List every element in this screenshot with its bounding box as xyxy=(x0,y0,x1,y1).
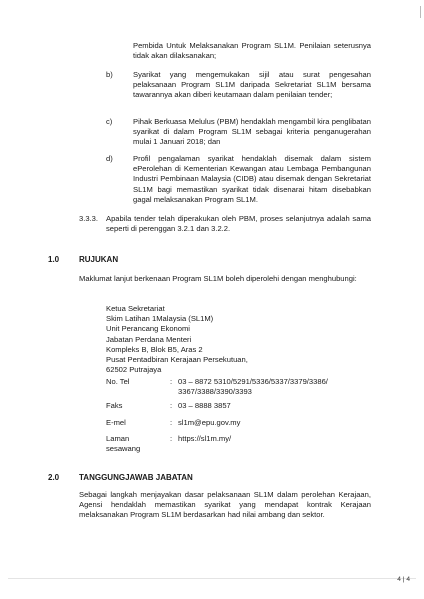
list-item-d-text: Profil pengalaman syarikat hendaklah disemak dalam sistem ePerolehan di Kementerian Kewangan atau Lembaga Pembangunan Industri Pembinaan Malaysia (CIDB) atau disemak dengan Sekretariat SL1M bagi memastikan syarikat tidak disenarai hitam disebabkan gagal melaksanakan Program SL1M. xyxy=(133,154,371,204)
website-link[interactable]: https://sl1m.my/ xyxy=(178,434,232,443)
section-2-title: TANGGUNGJAWAB JABATAN xyxy=(79,473,193,482)
page-edge-mark xyxy=(420,6,421,18)
address-line: 62502 Putrajaya xyxy=(106,365,162,375)
section-2-text: Sebagai langkah menjayakan dasar pelaksanaan SL1M dalam perolehan Kerajaan, Agensi hendaklah memastikan syarikat yang mendapat kontrak Kerajaan melaksanakan Program SL1M berdasarkan had nilai ambang dan sektor. xyxy=(79,490,371,520)
website-label-1: Laman xyxy=(106,434,130,443)
list-item-c-label: c) xyxy=(106,117,113,126)
address-line: Kompleks B, Blok B5, Aras 2 xyxy=(106,344,203,354)
tel-value-line-1: 03 – 8872 5310/5291/5336/5337/3379/3386/ xyxy=(178,377,328,386)
address-line: Pusat Pentadbiran Kerajaan Persekutuan, xyxy=(106,355,248,365)
tel-label: No. Tel xyxy=(106,377,130,386)
section-1-intro: Maklumat lanjut berkenaan Program SL1M boleh diperolehi dengan menghubungi: xyxy=(79,274,357,283)
tel-value-line-2: 3367/3388/3390/3393 xyxy=(178,387,252,396)
address-line: Jabatan Perdana Menteri xyxy=(106,334,192,344)
list-item-b-label: b) xyxy=(106,70,113,79)
fax-label: Faks xyxy=(106,401,123,410)
address-block xyxy=(106,304,248,375)
section-1-number: 1.0 xyxy=(48,255,60,264)
list-item-b-text: Syarikat yang mengemukakan sijil atau surat pengesahan pelaksanaan Program SL1M daripada Sekretariat SL1M bersama tawarannya akan diberi keutamaan dalam penilaian tender; xyxy=(133,70,371,100)
email-label: E-mel xyxy=(106,418,126,427)
section-1-title: RUJUKAN xyxy=(79,255,119,264)
list-item-a-continuation: Pembida Untuk Melaksanakan Program SL1M. Penilaian seterusnya tidak akan dilaksanakan; xyxy=(133,41,371,61)
website-colon: : xyxy=(170,434,173,443)
clause-3-3-3-number: 3.3.3. xyxy=(79,214,98,223)
list-item-d-label: d) xyxy=(106,154,113,163)
address-line: Skim Latihan 1Malaysia (SL1M) xyxy=(106,314,214,324)
section-2-number: 2.0 xyxy=(48,473,60,482)
fax-value: 03 – 8888 3857 xyxy=(178,401,231,410)
address-line: Ketua Sekretariat xyxy=(106,304,165,313)
footer-divider xyxy=(8,578,416,579)
clause-3-3-3-text: Apabila tender telah diperakukan oleh PBM, proses selanjutnya adalah sama seperti di perenggan 3.2.1 dan 3.2.2. xyxy=(106,214,371,234)
email-link[interactable]: sl1m@epu.gov.my xyxy=(178,418,241,427)
email-colon: : xyxy=(170,418,173,427)
address-line: Unit Perancang Ekonomi xyxy=(106,324,190,334)
list-item-c-text: Pihak Berkuasa Melulus (PBM) hendaklah mengambil kira penglibatan syarikat di dalam Program SL1M sebagai kriteria penganugerahan mulai 1 Januari 2018; dan xyxy=(133,117,371,147)
tel-colon: : xyxy=(170,377,173,386)
page-number: 4 | 4 xyxy=(397,576,410,583)
fax-colon: : xyxy=(170,401,173,410)
website-label-2: sesawang xyxy=(106,444,141,453)
